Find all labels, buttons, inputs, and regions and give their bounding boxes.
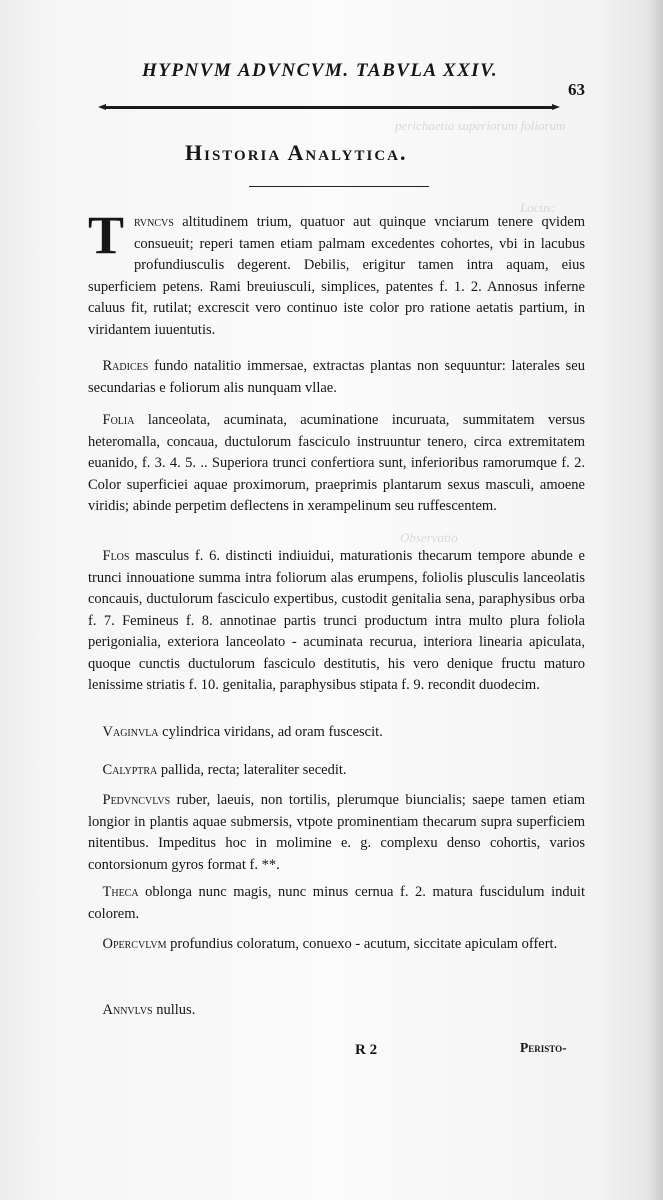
paragraph-text: profundius coloratum, conuexo - acutum, siccitate apiculam offert.	[166, 936, 558, 952]
paragraph-lead-word: Vaginvla	[102, 724, 159, 740]
paragraph-lead-word: rvncvs	[134, 214, 174, 230]
drop-cap: T	[88, 205, 125, 265]
catchword: Peristo-	[520, 1040, 567, 1055]
paragraph-lead-word: Calyptra	[102, 762, 158, 778]
paragraph-text: oblonga nunc magis, nunc minus cernua f. 2. matura fuscidulum induit colorem.	[88, 884, 585, 922]
header-ornamental-rule	[98, 105, 560, 110]
paragraph-text: lanceolata, acuminata, acuminatione incuruata, summitatem versus heteromalla, concaua, ductulorum fasciculo instruuntur tenero, circa extremitatem euanido, f. 3. 4. 5. .. Superiora trunci confertiora sunt, inferioribus ramorumque f. 2. Color superficiei aquae proximorum, praeprimis plantarum sexus masculi, amoene viridis; abinde perpetim deflectens in xerampelinum seu ruffescentem.	[88, 412, 585, 514]
paragraph-lead-word: Theca	[102, 884, 139, 900]
show-through-text: perichaetia superiorum foliorum	[395, 118, 566, 133]
page-number: 63	[568, 80, 585, 99]
paragraph-theca	[88, 882, 585, 925]
paragraph-calyptra	[88, 760, 585, 782]
paragraph-text: masculus f. 6. distincti indiuidui, maturationis thecarum tempore abunde e trunci innouatione summa intra foliorum alas erumpens, foliolis plusculis lanceolatis concauis, ductulorum fasciculo expertibus, custodit genitalia sena, paraphysibus orba f. 7. Femineus f. 8. annotinae partis trunci productum intra multo plura foliola perigonialia, exteriora lanceolato - acuminata recurua, interiora linearia apiculata, quoque cunctis ductulorum fasciculo destitutis, his vero denique fructu maturo lenissime striatis f. 10. genitalia, paraphysibus stipata f. 9. recondit duodecim.	[88, 548, 585, 693]
paragraph-text: altitudinem trium, quatuor aut quinque vnciarum tenere qvidem consueuit; reperi tamen etiam palmam excedentes cohortes, vbi in lacubus profundiusculis degerent. Debilis, erigitur tamen intra aquam, eius superficiem petens. Rami breuiusculi, simplices, patentes f. 1. 2. Annosus inferne caluus fit, rutilat; excrescit vero continuo iste color pro ratione aetatis partium, in viridantem iuuentutis.	[88, 214, 585, 338]
paragraph-text: fundo natalitio immersae, extractas plantas non sequuntur: laterales seu secundarias e foliorum alis nunquam vllae.	[88, 358, 585, 396]
paragraph-text: ruber, laeuis, non tortilis, plerumque biuncialis; saepe tamen etiam longior in plantis aquae submersis, vtpote prominentiam thecarum supra superficiem nitentibus. Impeditus hoc in molimine e. g. complexu denso cohortis, varios contorsionum gyros format f. **.	[88, 792, 585, 873]
paragraph-text: nullus.	[152, 1002, 196, 1018]
paragraph-vaginula	[88, 722, 585, 744]
section-title: Historia Analytica.	[185, 140, 408, 165]
paragraph-flos	[88, 546, 585, 697]
paragraph-lead-word: Pedvncvlvs	[102, 792, 171, 808]
page-gutter-shadow	[647, 0, 663, 1200]
paragraph-radices	[88, 356, 585, 399]
paragraph-lead-word: Folia	[102, 412, 135, 428]
title-underline-rule	[249, 186, 429, 187]
paragraph-lead-word: Radices	[102, 358, 149, 374]
paragraph-lead-word: Annvlvs	[102, 1002, 153, 1018]
paragraph-folia	[88, 410, 585, 518]
running-title: HYPNVM ADVNCVM. TABVLA XXIV.	[142, 60, 499, 81]
show-through-text: Locus:	[520, 200, 556, 215]
signature-mark: R 2	[355, 1042, 378, 1058]
paragraph-lead-word: Flos	[102, 548, 130, 564]
paragraph-lead-word: Opercvlvm	[102, 936, 167, 952]
paragraph-text: pallida, recta; lateraliter secedit.	[157, 762, 347, 778]
paragraph-pedunculus	[88, 790, 585, 876]
paragraph-annulus	[88, 1000, 585, 1022]
paragraph-text: cylindrica viridans, ad oram fuscescit.	[158, 724, 383, 740]
show-through-text: Observatio	[400, 530, 458, 545]
paragraph-operculum	[88, 934, 585, 956]
